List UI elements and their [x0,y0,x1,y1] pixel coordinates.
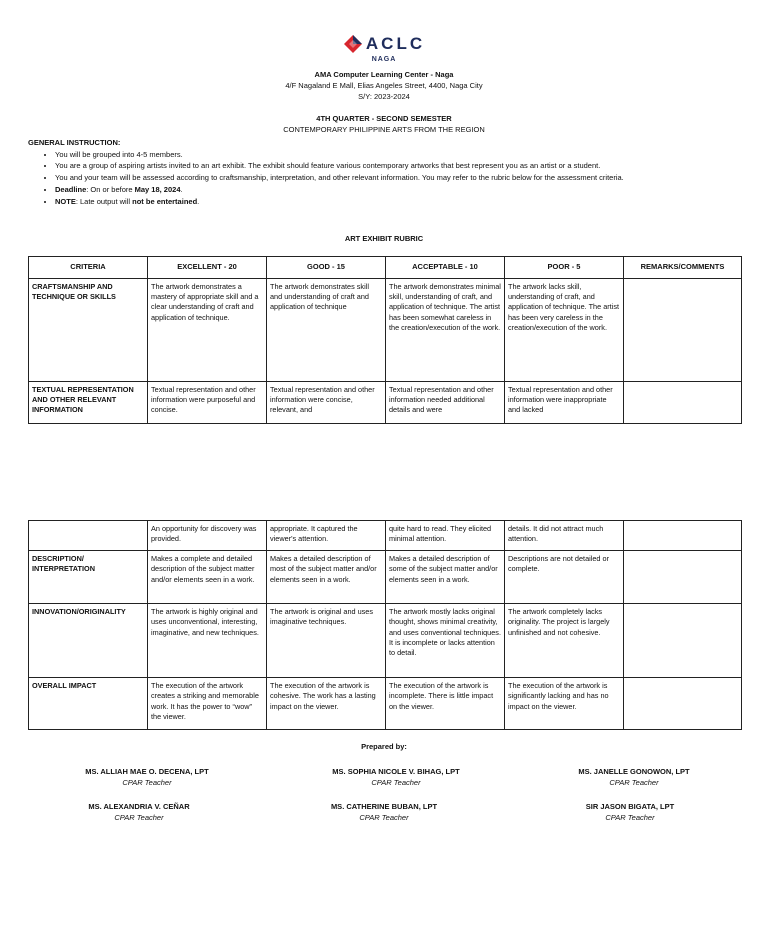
poor-cell: Descriptions are not detailed or complete. [505,551,624,604]
good-cell: Makes a detailed description of most of the subject matter and/or elements seen in a work. [267,551,386,604]
good-cell: The artwork is original and uses imaginative techniques. [267,604,386,678]
signatory-block [19,801,259,824]
acceptable-cell: The artwork mostly lacks original thought, shows minimal creativity, and uses conventional techniques. It is incomplete or lacks attention to detail. [386,604,505,678]
header-remarks: REMARKS/COMMENTS [624,257,742,279]
signatory-block [514,766,754,789]
rubric-header-row [29,257,742,279]
signatory-name: MS. ALLIAH MAE O. DECENA, LPT [85,767,209,776]
prepared-by-label: Prepared by: [361,742,407,751]
good-cell: The execution of the artwork is cohesive. The work has a lasting impact on the viewer. [267,678,386,730]
excellent-cell: The artwork demonstrates a mastery of appropriate skill and a clear understanding of craft and application of technique. [148,278,267,381]
logo-subtitle: NAGA [371,56,397,64]
poor-cell: The artwork completely lacks originality. The project is largely unfinished and not cohesive. [505,604,624,678]
header-criteria: CRITERIA [29,257,148,279]
instruction-item: • You will be grouped into 4-5 members. [55,150,748,161]
deadline-text: : On or before [86,185,135,195]
poor-cell: Textual representation and other information were inappropriate and lacked [505,381,624,423]
acceptable-cell: Textual representation and other information needed additional details and were [386,381,505,423]
signatory-block [510,801,750,824]
header-poor: POOR - 5 [505,257,624,279]
poor-cell: The artwork lacks skill, understanding of craft, and application of technique. The artist has been very careless in the creation/execution of the work. [505,278,624,381]
instructions-list [28,150,748,208]
signatory-role: CPAR Teacher [122,778,172,788]
deadline-date: May 18, 2024 [134,185,181,195]
signatory-name: MS. JANELLE GONOWON, LPT [578,767,690,776]
signatory-name: SIR JASON BIGATA, LPT [585,802,675,811]
acceptable-cell: The artwork demonstrates minimal skill, understanding of craft, and application of technique. The artist has been somewhat careless in the creation/execution of the work. [386,278,505,381]
acceptable-cell: The execution of the artwork is incomplete. There is little impact on the viewer. [386,678,505,730]
rubric-title: ART EXHIBIT RUBRIC [344,234,424,243]
criteria-cell: INNOVATION/ORIGINALITY [29,604,148,678]
signatory-block [264,801,504,824]
good-cell: Textual representation and other information were concise, relevant, and [267,381,386,423]
criteria-cell: TEXTUAL REPRESENTATION AND OTHER RELEVANT INFORMATION [29,381,148,423]
header-good: GOOD - 15 [267,257,386,279]
rubric-row-textual [29,381,742,423]
header-acceptable: ACCEPTABLE - 10 [386,257,505,279]
criteria-cell: DESCRIPTION/ INTERPRETATION [29,551,148,604]
rubric-row-craftsmanship [29,278,742,381]
instruction-deadline [55,185,748,196]
note-bold: not be entertained [132,197,198,206]
remarks-cell [624,678,742,730]
signatory-block [276,766,516,789]
rubric-row-innovation [29,604,742,678]
subject-label: CONTEMPORARY PHILIPPINE ARTS FROM THE REGION [283,124,485,134]
remarks-cell [624,278,742,381]
excellent-cell: An opportunity for discovery was provided. [148,521,267,551]
instruction-item: • You are a group of aspiring artists invited to an art exhibit. The exhibit should feature various contemporary artworks that best represent you as an artist or a student. [55,161,748,172]
deadline-end: . [180,185,183,195]
school-year: S/Y: 2023-2024 [358,91,410,101]
good-cell: appropriate. It captured the viewer's attention. [267,521,386,551]
note-label: NOTE [55,197,76,206]
logo-wordmark: ACLC [365,34,426,53]
deadline-label: Deadline [55,185,87,195]
excellent-cell: The execution of the artwork creates a striking and memorable work. It has the power to “wow” the viewer. [148,678,267,730]
note-text: : Late output will [75,197,133,206]
criteria-cell: OVERALL IMPACT [29,678,148,730]
rubric-table-part-1 [28,256,742,424]
remarks-cell [624,604,742,678]
acceptable-cell: Makes a detailed description of some of the subject matter and/or elements seen in a work. [386,551,505,604]
poor-cell: The execution of the artwork is significantly lacking and has no impact on the viewer. [505,678,624,730]
poor-cell: details. It did not attract much attention. [505,521,624,551]
general-instructions [28,138,748,209]
school-name: AMA Computer Learning Center - Naga [314,70,454,79]
signatory-role: CPAR Teacher [609,778,659,788]
rubric-row-description [29,551,742,604]
excellent-cell: Textual representation and other information were purposeful and concise. [148,381,267,423]
school-logo [0,32,768,65]
signatory-block [27,766,267,789]
excellent-cell: The artwork is highly original and uses unconventional, interesting, imaginative, and new techniques. [148,604,267,678]
signatory-name: MS. SOPHIA NICOLE V. BIHAG, LPT [332,767,460,776]
criteria-cell [29,521,148,551]
criteria-cell: CRAFTSMANSHIP AND TECHNIQUE OR SKILLS [29,278,148,381]
signatory-role: CPAR Teacher [371,778,421,788]
note-end: . [197,197,200,206]
rubric-row-overall-impact [29,678,742,730]
instruction-item: • You and your team will be assessed according to craftsmanship, interpretation, and other relevant information. You may refer to the rubric below for the assessment criteria. [55,173,748,184]
signatory-name: MS. ALEXANDRIA V. CEÑAR [88,802,190,811]
signatory-role: CPAR Teacher [605,813,655,823]
quarter-label: 4TH QUARTER - SECOND SEMESTER [316,114,452,123]
header-excellent: EXCELLENT - 20 [148,257,267,279]
aclc-diamond-icon [343,34,363,54]
signatory-role: CPAR Teacher [359,813,409,823]
term-heading [0,114,768,136]
instructions-heading: GENERAL INSTRUCTION: [28,138,121,147]
excellent-cell: Makes a complete and detailed description of the subject matter and/or elements seen in a work. [148,551,267,604]
signatory-role: CPAR Teacher [114,813,164,823]
acceptable-cell: quite hard to read. They elicited minimal attention. [386,521,505,551]
school-address: 4/F Nagaland E Mall, Elias Angeles Street, 4400, Naga City [285,80,483,90]
remarks-cell [624,521,742,551]
remarks-cell [624,551,742,604]
rubric-row-textual-continued [29,521,742,551]
school-header [0,70,768,103]
instruction-note [55,197,748,208]
rubric-table-part-2 [28,520,742,730]
signatory-name: MS. CATHERINE BUBAN, LPT [330,802,438,811]
good-cell: The artwork demonstrates skill and understanding of craft and application of technique [267,278,386,381]
remarks-cell [624,381,742,423]
